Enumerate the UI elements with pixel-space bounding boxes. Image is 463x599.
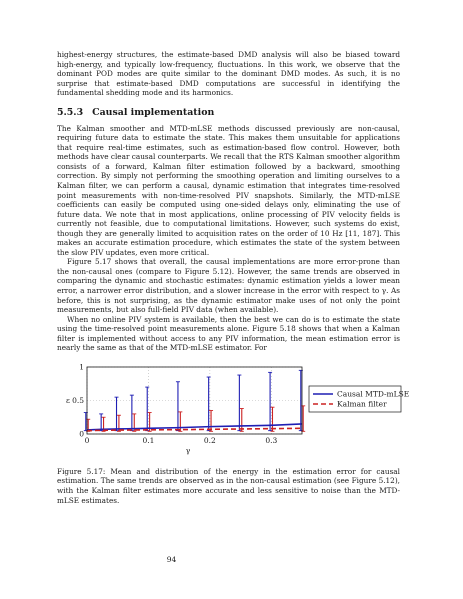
- section-number: 5.5.3: [57, 106, 84, 118]
- error-chart: [57, 359, 410, 459]
- x-tick-label: 0.2: [203, 435, 216, 445]
- paragraph-figure-5-17: Figure 5.17 shows that overall, the causal implementations are more error-prone than the non-causal ones (compare to Figure 5.12). However, the same trends are observed in comparing the dynamic and stochastic estimates: dynamic estimation yields a lower mean error, a narrower error distribution, and a slower increase in the error with respect to γ. As before, this is not surprising, as the dynamic estimator make uses of not only the point measurements, but also full-field PIV data (when available).: [57, 257, 400, 315]
- section-heading: [57, 107, 400, 118]
- x-axis-label: γ: [185, 445, 191, 455]
- y-tick-label: 0: [79, 429, 84, 439]
- figure-5-17: [57, 359, 410, 459]
- legend-label: Kalman filter: [337, 399, 387, 409]
- legend-label: Causal MTD-mLSE: [337, 389, 410, 399]
- paragraph-figure-5-18: When no online PIV system is available, then the best we can do is to estimate the state using the time-resolved point measurements alone. Figure 5.18 shows that when a Kalman filter is implemented without access to any PIV information, the mean estimation error is nearly the same as that of the MTD-mLSE estimator. For: [57, 314, 400, 353]
- paragraph-continued: highest-energy structures, the estimate-based DMD analysis will also be biased toward high-energy, and typically low-frequency, fluctuations. In this work, we observe that the dominant POD modes are quite similar to the dominant DMD modes. As such, it is no surprise that estimate-based DMD computations are successful in identifying the fundamental shedding mode and its harmonics.: [57, 50, 400, 98]
- x-tick-label: 0.1: [142, 435, 155, 445]
- figure-caption: Figure 5.17: Mean and distribution of the energy in the estimation error for causal estimation. The same trends are observed as in the non-causal estimation (see Figure 5.12), with the Kalman filter estimates more accurate and less sensitive to noise than the MTD-mLSE estimates.: [57, 466, 400, 505]
- x-tick-label: 0.3: [265, 435, 278, 445]
- x-tick-label: 0: [84, 435, 90, 445]
- y-axis-label: ε: [66, 395, 70, 405]
- paragraph-causal-intro: The Kalman smoother and MTD-mLSE methods discussed previously are non-causal, requiring future data to estimate the state. This makes them unsuitable for applications that require real-time estimates, such as estimation-based flow control. However, both methods have clear causal counterparts. We recall that the RTS Kalman smoother algorithm consists of a forward, Kalman filter estimation followed by a backward, smoothing correction. By simply not performing the smoothing operation and limiting ourselves to a Kalman filter, we can perform a causal, dynamic estimation that integrates time-resolved point measurements with non-time-resolved PIV snapshots. Similarly, the MTD-mLSE coefficients can easily be computed using one-sided delays only, eliminating the use of future data. We note that in most applications, online processing of PIV velocity fields is currently not feasible, due to computational limitations. However, such systems do exist, though they are generally limited to acquisition rates on the order of 10 Hz [11, 187]. This makes an accurate estimation procedure, which estimates the state of the system between the slow PIV updates, even more critical.: [57, 123, 400, 257]
- y-tick-label: 1: [79, 362, 84, 372]
- y-tick-label: 0.5: [72, 395, 84, 405]
- document-page: [57, 50, 410, 505]
- page-number: 94: [166, 555, 177, 564]
- section-title: Causal implementation: [92, 106, 215, 118]
